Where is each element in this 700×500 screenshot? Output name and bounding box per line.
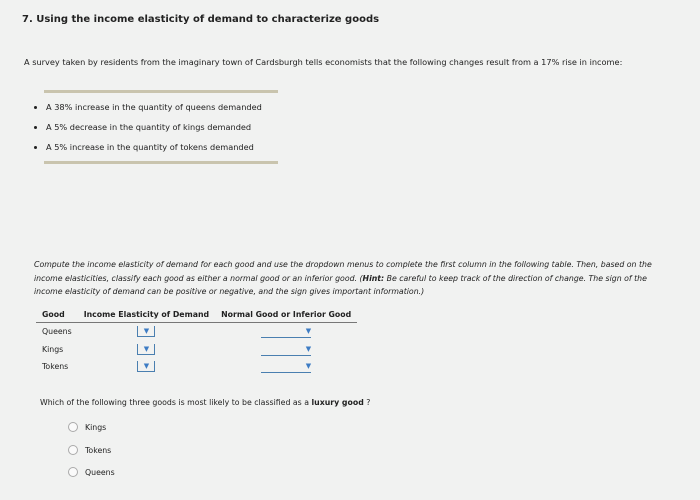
elasticity-dropdown[interactable]: ▼ (137, 344, 155, 355)
classification-dropdown[interactable]: ▼ (261, 343, 311, 356)
elasticity-dropdown[interactable]: ▼ (137, 361, 155, 372)
option-label: Kings (85, 422, 107, 432)
good-name: Kings (42, 344, 64, 354)
hint-label: Hint: (362, 273, 385, 283)
instructions-text: Compute the income elasticity of demand for each good and use the dropdown menus to complete the first column in the following table. Then, based on the income elasticities, classify each good as either a normal good or an inferior good. ( (34, 260, 652, 283)
classification-dropdown[interactable]: ▼ (261, 325, 311, 338)
question-title: 7. Using the income elasticity of demand to characterize goods (22, 14, 380, 25)
good-name: Queens (42, 327, 72, 337)
table-row (36, 341, 357, 359)
list-item: • A 5% decrease in the quantity of kings demanded (46, 117, 262, 137)
table-row (36, 323, 357, 341)
changes-list (34, 97, 262, 157)
question-end: ? (363, 398, 371, 407)
option-label: Tokens (85, 445, 112, 455)
list-item: • A 38% increase in the quantity of queens demanded (46, 97, 262, 117)
classification-dropdown[interactable]: ▼ (261, 360, 311, 373)
elasticity-table (36, 308, 357, 376)
elasticity-dropdown[interactable]: ▼ (137, 326, 155, 337)
question-bold: luxury good (311, 398, 364, 407)
option-tokens[interactable] (68, 445, 111, 455)
divider-top (44, 90, 278, 93)
table-row (36, 358, 357, 376)
option-kings[interactable] (68, 422, 106, 432)
intro-text: A survey taken by residents from the imaginary town of Cardsburgh tells economists that the following changes result from a 17% rise in income: (24, 57, 623, 67)
option-label: Queens (85, 467, 115, 477)
radio-button[interactable] (68, 445, 78, 455)
header-good: Good (36, 308, 78, 323)
radio-button[interactable] (68, 467, 78, 477)
list-item: • A 5% increase in the quantity of tokens demanded (46, 137, 262, 157)
instructions-text-2: Be careful to keep track of the direction of change. The sign of the income elasticity of demand can be positive or negative, and the sign gives important information.) (34, 273, 647, 296)
divider-bottom (44, 161, 278, 164)
good-name: Tokens (42, 362, 69, 372)
question-text: Which of the following three goods is most likely to be classified as a (40, 398, 312, 407)
header-classification: Normal Good or Inferior Good (215, 308, 357, 323)
option-queens[interactable] (68, 467, 115, 477)
header-elasticity: Income Elasticity of Demand (78, 308, 215, 323)
radio-button[interactable] (68, 422, 78, 432)
instructions (34, 258, 674, 299)
luxury-question (40, 398, 370, 407)
